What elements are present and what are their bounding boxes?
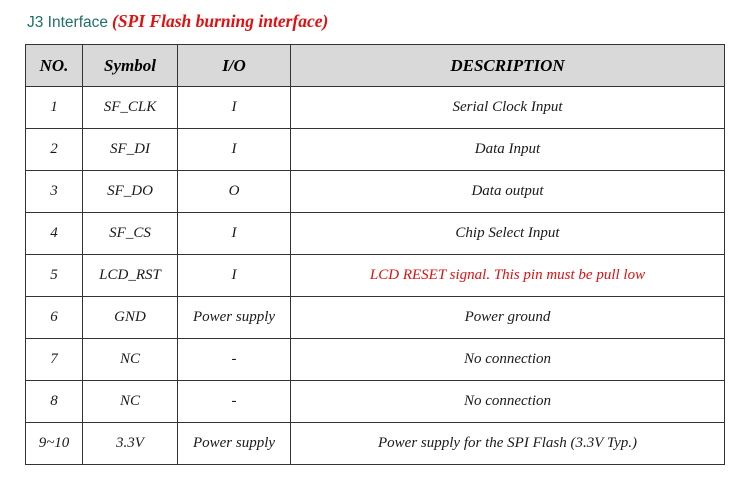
pin-io: Power supply	[178, 423, 291, 465]
pin-symbol: 3.3V	[83, 423, 178, 465]
pin-symbol: SF_CLK	[83, 87, 178, 129]
pin-description: Power ground	[291, 297, 725, 339]
pin-description: Data output	[291, 171, 725, 213]
pin-number: 8	[26, 381, 83, 423]
pin-number: 5	[26, 255, 83, 297]
pin-symbol: NC	[83, 381, 178, 423]
pin-number: 2	[26, 129, 83, 171]
header-no: NO.	[26, 45, 83, 87]
table-row	[26, 423, 725, 465]
table-row	[26, 255, 725, 297]
page-heading	[27, 11, 328, 35]
pin-description: No connection	[291, 339, 725, 381]
pin-symbol: SF_DO	[83, 171, 178, 213]
pin-number: 1	[26, 87, 83, 129]
pin-io: O	[178, 171, 291, 213]
pin-io: I	[178, 255, 291, 297]
pin-description: Power supply for the SPI Flash (3.3V Typ.)	[291, 423, 725, 465]
table-row	[26, 297, 725, 339]
pin-description-warning: LCD RESET signal. This pin must be pull low	[291, 255, 725, 297]
header-io: I/O	[178, 45, 291, 87]
interface-subtitle: (SPI Flash burning interface)	[112, 11, 329, 31]
pin-io: I	[178, 87, 291, 129]
pin-description: No connection	[291, 381, 725, 423]
table-row	[26, 213, 725, 255]
pin-number: 3	[26, 171, 83, 213]
pin-symbol: SF_CS	[83, 213, 178, 255]
pin-table	[25, 44, 725, 465]
header-description: DESCRIPTION	[291, 45, 725, 87]
interface-title: J3 Interface	[27, 14, 108, 31]
pin-symbol: NC	[83, 339, 178, 381]
pin-io: -	[178, 339, 291, 381]
pin-symbol: LCD_RST	[83, 255, 178, 297]
table-row	[26, 129, 725, 171]
pin-number: 4	[26, 213, 83, 255]
pin-io: I	[178, 129, 291, 171]
pin-number: 6	[26, 297, 83, 339]
header-row	[26, 45, 725, 87]
pin-number: 9~10	[26, 423, 83, 465]
pin-symbol: SF_DI	[83, 129, 178, 171]
pin-io: Power supply	[178, 297, 291, 339]
table-row	[26, 87, 725, 129]
pin-io: I	[178, 213, 291, 255]
table-row	[26, 339, 725, 381]
pin-description: Chip Select Input	[291, 213, 725, 255]
pin-description: Data Input	[291, 129, 725, 171]
pin-symbol: GND	[83, 297, 178, 339]
table-row	[26, 171, 725, 213]
pin-number: 7	[26, 339, 83, 381]
table-row	[26, 381, 725, 423]
pin-description: Serial Clock Input	[291, 87, 725, 129]
header-symbol: Symbol	[83, 45, 178, 87]
pin-io: -	[178, 381, 291, 423]
